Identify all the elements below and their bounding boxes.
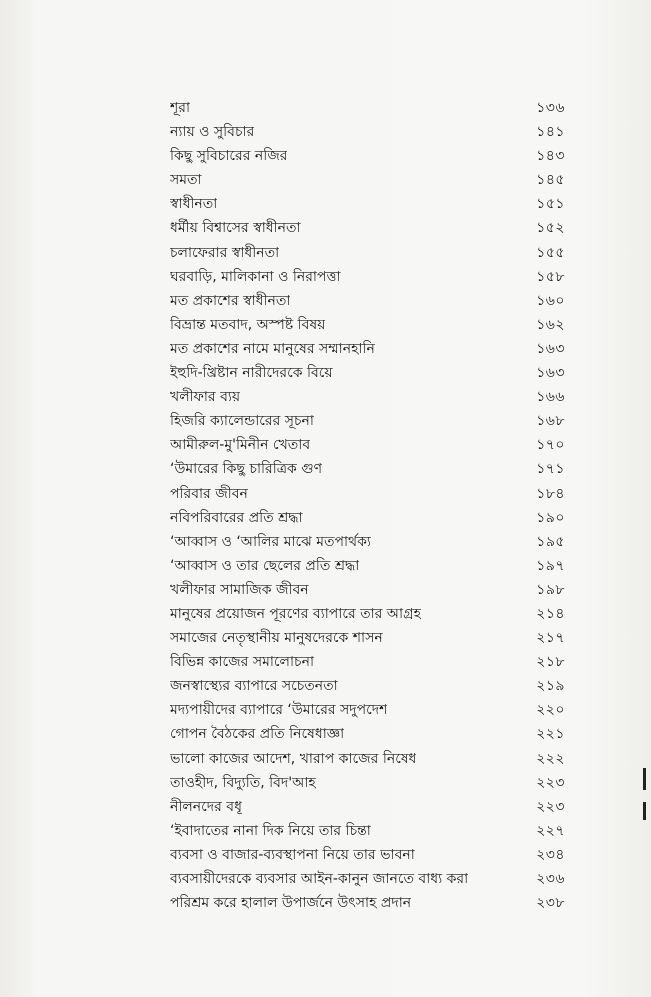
toc-entry-page-number: ২২৭	[536, 822, 565, 839]
toc-entry	[170, 819, 565, 843]
toc-entry-title: বিভ্রান্ত মতবাদ, অস্পষ্ট বিষয়	[170, 316, 326, 333]
toc-entry-page-number: ১৬২	[536, 316, 565, 333]
toc-entry-title: চলাফেরার স্বাধীনতা	[170, 244, 280, 261]
toc-entry-page-number: ১৫৮	[536, 268, 565, 285]
toc-entry	[170, 168, 565, 192]
toc-entry	[170, 771, 565, 795]
toc-entry-page-number: ১৬৩	[536, 365, 565, 382]
toc-entry-title: সমাজের নেতৃস্থানীয় মানুষদেরকে শাসন	[170, 630, 383, 647]
toc-entry-title: গোপন বৈঠকের প্রতি নিষেধাজ্ঞা	[170, 726, 345, 743]
toc-entry-page-number: ১৫৫	[536, 244, 565, 261]
toc-entry-title: ভালো কাজের আদেশ, খারাপ কাজের নিষেধ	[170, 750, 417, 767]
toc-entry-page-number: ২৩৮	[536, 895, 565, 912]
toc-entry-title: ‘আব্বাস ও তার ছেলের প্রতি শ্রদ্ধা	[170, 557, 360, 574]
toc-entry-page-number: ২৩৬	[536, 871, 565, 887]
toc-entry	[170, 216, 565, 240]
toc-entry-title: ‘ইবাদাতের নানা দিক নিয়ে তার চিন্তা	[170, 822, 371, 839]
table-of-contents	[170, 96, 565, 915]
toc-entry-page-number: ১৯০	[536, 509, 565, 526]
toc-entry-title: বিভিন্ন কাজের সমালোচনা	[170, 654, 315, 671]
toc-entry	[170, 457, 565, 481]
margin-mark	[643, 768, 646, 790]
toc-entry-page-number: ১৫২	[536, 220, 565, 237]
toc-entry	[170, 265, 565, 289]
toc-entry-title: ব্যবসা ও বাজার-ব্যবস্থাপনা নিয়ে তার ভাবনা	[170, 846, 415, 863]
toc-entry-title: মত প্রকাশের নামে মানুষের সম্মানহানি	[170, 340, 375, 357]
toc-entry	[170, 482, 565, 506]
toc-entry-title: খলীফার ব্যয়	[170, 389, 241, 406]
toc-entry	[170, 385, 565, 409]
toc-entry-page-number: ২২২	[536, 750, 565, 767]
toc-entry	[170, 722, 565, 746]
toc-entry-title: পরিবার জীবন	[170, 485, 248, 502]
toc-entry	[170, 96, 565, 120]
toc-entry	[170, 674, 565, 698]
toc-entry	[170, 530, 565, 554]
toc-entry	[170, 795, 565, 819]
toc-entry-title: ব্যবসায়ীদেরকে ব্যবসার আইন-কানুন জানতে বাধ্য করা	[170, 871, 469, 887]
toc-entry-page-number: ১৬৩	[536, 340, 565, 357]
toc-entry-page-number: ২১৭	[536, 630, 565, 647]
toc-entry	[170, 289, 565, 313]
toc-entry-title: তাওহীদ, বিদ্যুতি, বিদ'আহ	[170, 774, 316, 791]
toc-entry-page-number: ১৯৫	[536, 533, 565, 550]
toc-entry-title: মানুষের প্রয়োজন পূরণের ব্যাপারে তার আগ্রহ	[170, 605, 421, 622]
toc-entry-page-number: ১৯৮	[536, 581, 565, 598]
toc-entry-title: শূরা	[170, 100, 191, 116]
toc-entry	[170, 361, 565, 385]
toc-entry-page-number: ১৬৬	[536, 389, 565, 406]
toc-entry-page-number: ২২১	[536, 726, 565, 743]
toc-entry	[170, 747, 565, 771]
toc-entry	[170, 626, 565, 650]
toc-entry-title: ‘আব্বাস ও ‘আলির মাঝে মতপার্থক্য	[170, 533, 371, 550]
toc-entry	[170, 506, 565, 530]
toc-entry-page-number: ১৪১	[536, 124, 565, 141]
toc-entry	[170, 144, 565, 168]
toc-entry-page-number: ১৪৩	[536, 148, 565, 165]
toc-entry	[170, 433, 565, 457]
toc-entry-page-number: ১৭০	[536, 437, 565, 454]
toc-entry-title: আমীরুল-মু'মিনীন খেতাব	[170, 437, 311, 454]
toc-entry-title: নবিপরিবারের প্রতি শ্রদ্ধা	[170, 509, 303, 526]
toc-entry-page-number: ১৩৬	[536, 100, 565, 116]
toc-entry-page-number: ১৯৭	[536, 557, 565, 574]
toc-entry	[170, 843, 565, 867]
toc-entry-title: কিছু সুবিচারের নজির	[170, 148, 288, 165]
margin-mark	[643, 802, 646, 820]
toc-entry-page-number: ২১৯	[536, 678, 565, 695]
toc-entry-title: হিজরি ক্যালেন্ডারের সূচনা	[170, 413, 314, 430]
toc-entry	[170, 313, 565, 337]
toc-entry	[170, 192, 565, 216]
toc-entry-title: নীলনদের বধূ	[170, 798, 242, 815]
toc-entry-title: পরিশ্রম করে হালাল উপার্জনে উৎসাহ প্রদান	[170, 895, 412, 912]
toc-entry-page-number: ২৩৪	[536, 846, 565, 863]
toc-entry	[170, 891, 565, 915]
toc-entry-title: মত প্রকাশের স্বাধীনতা	[170, 292, 291, 309]
toc-entry-page-number: ১৮৪	[536, 485, 565, 502]
toc-entry-page-number: ২১৪	[536, 605, 565, 622]
toc-entry-title: জনস্বাস্থ্যের ব্যাপারে সচেতনতা	[170, 678, 338, 695]
toc-entry	[170, 698, 565, 722]
toc-entry	[170, 241, 565, 265]
toc-entry-page-number: ১৬০	[536, 292, 565, 309]
toc-entry-page-number: ২২০	[536, 702, 565, 719]
toc-entry-page-number: ১৭১	[536, 461, 565, 478]
toc-entry-page-number: ২২৩	[536, 798, 565, 815]
toc-entry-title: ইহুদি-খ্রিষ্টান নারীদেরকে বিয়ে	[170, 365, 333, 382]
toc-entry-page-number: ১৪৫	[536, 172, 565, 189]
toc-entry-page-number: ২১৮	[536, 654, 565, 671]
toc-entry-title: সমতা	[170, 172, 202, 189]
toc-entry	[170, 650, 565, 674]
toc-entry	[170, 578, 565, 602]
toc-entry-title: মদ্যপায়ীদের ব্যাপারে ‘উমারের সদুপদেশ	[170, 702, 388, 719]
toc-entry-title: খলীফার সামাজিক জীবন	[170, 581, 309, 598]
toc-entry-title: ঘরবাড়ি, মালিকানা ও নিরাপত্তা	[170, 268, 341, 285]
toc-entry	[170, 554, 565, 578]
toc-entry	[170, 120, 565, 144]
toc-entry-title: ধর্মীয় বিশ্বাসের স্বাধীনতা	[170, 220, 301, 237]
toc-entry	[170, 409, 565, 433]
toc-entry-title: ‘উমারের কিছু চারিত্রিক গুণ	[170, 461, 323, 478]
toc-entry-page-number: ২২৩	[536, 774, 565, 791]
toc-entry-page-number: ১৬৮	[536, 413, 565, 430]
toc-entry-title: ন্যায় ও সুবিচার	[170, 124, 255, 141]
toc-entry	[170, 337, 565, 361]
toc-entry-title: স্বাধীনতা	[170, 196, 218, 213]
toc-entry-page-number: ১৫১	[536, 196, 565, 213]
toc-entry	[170, 602, 565, 626]
toc-entry	[170, 867, 565, 891]
